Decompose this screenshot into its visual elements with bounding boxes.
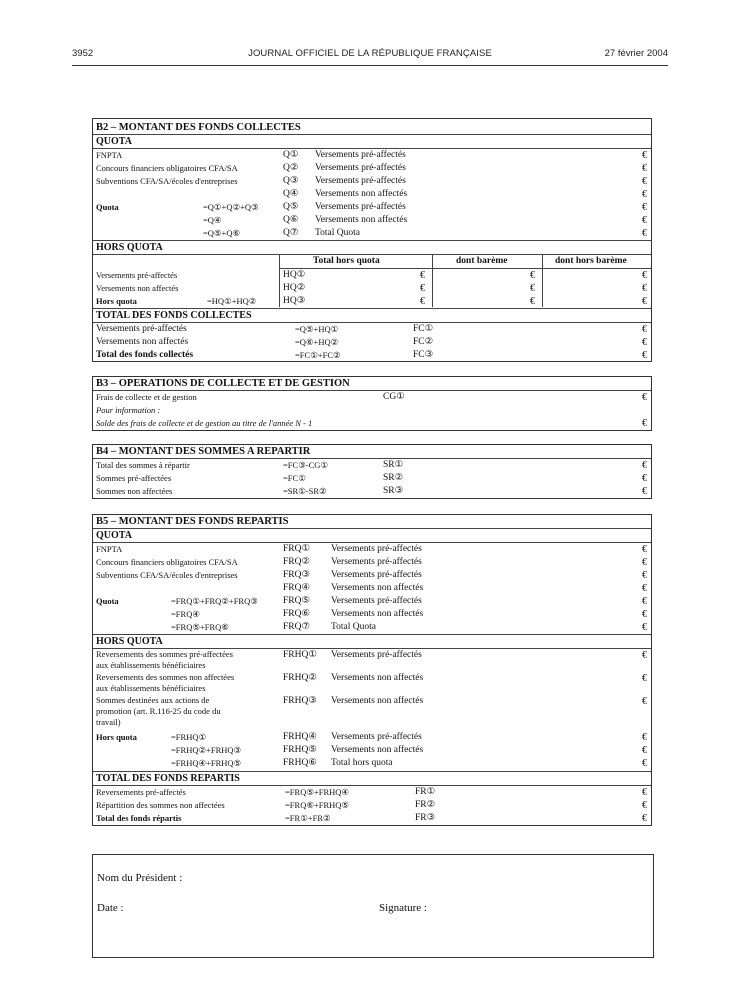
row-description: Versements non affectés — [315, 215, 408, 225]
euro-cell: € — [642, 732, 647, 743]
row-code: HQ② — [283, 283, 306, 293]
row-description: Versements non affectés — [331, 745, 424, 755]
row-code: FR③ — [415, 813, 436, 823]
table-row — [93, 608, 651, 621]
table-row — [93, 295, 651, 308]
table-row — [93, 269, 651, 282]
section-b3-title: B3 – OPERATIONS DE COLLECTE ET DE GESTION — [96, 378, 350, 389]
b2-quota-title: QUOTA — [96, 136, 132, 147]
euro-cell: € — [642, 296, 647, 307]
euro-cell: € — [642, 650, 647, 661]
row-formula: =FC③-CG① — [283, 460, 329, 470]
euro-cell: € — [642, 813, 647, 824]
row-label: Subventions CFA/SA/écoles d'entreprises — [96, 176, 238, 186]
row-label: promotion (art. R.116-25 du code du — [96, 706, 221, 716]
table-row — [93, 649, 651, 671]
row-description: Versements pré-affectés — [315, 176, 406, 186]
table-row — [93, 672, 651, 694]
row-description: Versements pré-affectés — [331, 570, 422, 580]
row-label: Répartition des sommes non affectées — [96, 800, 225, 810]
row-formula: =Q⑤+Q⑥ — [203, 228, 241, 238]
table-row — [93, 417, 651, 430]
row-code: HQ① — [283, 270, 306, 280]
row-code: SR③ — [383, 486, 404, 496]
row-formula: =FRQ⑤+FRQ⑥ — [171, 622, 229, 632]
euro-cell: € — [642, 350, 647, 361]
col-header-bareme: dont barème — [456, 256, 508, 266]
euro-cell: € — [530, 283, 535, 294]
row-description: Versements non affectés — [331, 609, 424, 619]
row-formula: =Q④ — [203, 215, 222, 225]
table-row — [93, 336, 651, 349]
table-row — [93, 472, 651, 485]
euro-cell: € — [642, 758, 647, 769]
euro-cell: € — [642, 544, 647, 555]
row-label: Pour information : — [96, 405, 161, 415]
table-row — [93, 175, 651, 188]
row-description: Versements non affectés — [331, 583, 424, 593]
row-code: FRQ① — [283, 544, 310, 554]
euro-cell: € — [642, 609, 647, 620]
row-code: FC③ — [413, 350, 434, 360]
row-description: Versements pré-affectés — [315, 163, 406, 173]
euro-cell: € — [642, 460, 647, 471]
row-description: Versements pré-affectés — [331, 650, 422, 660]
row-label: Subventions CFA/SA/écoles d'entreprises — [96, 570, 238, 580]
page-header — [72, 48, 668, 62]
table-row — [93, 485, 651, 498]
journal-title: JOURNAL OFFICIEL DE LA RÉPUBLIQUE FRANÇAISE — [248, 48, 492, 59]
row-code: FRHQ① — [283, 650, 317, 660]
row-label: Total des fonds collectés — [96, 350, 194, 360]
row-description: Total Quota — [315, 228, 360, 238]
table-row — [93, 349, 651, 362]
header-rule — [72, 65, 668, 66]
table-row — [93, 695, 651, 728]
row-code: FC② — [413, 337, 434, 347]
row-label: Concours financiers obligatoires CFA/SA — [96, 557, 238, 567]
table-row — [93, 731, 651, 744]
row-description: Total hors quota — [331, 758, 393, 768]
table-row — [93, 786, 651, 799]
table-row — [93, 744, 651, 757]
table-row — [93, 188, 651, 201]
table-row — [93, 569, 651, 582]
section-b5 — [92, 514, 652, 826]
table-row — [93, 323, 651, 336]
section-b2-title: B2 – MONTANT DES FONDS COLLECTES — [96, 122, 301, 133]
section-b4 — [92, 444, 652, 499]
row-code: SR① — [383, 460, 404, 470]
euro-cell: € — [420, 283, 425, 294]
hq-header-row — [93, 255, 651, 268]
row-code: Q① — [283, 150, 299, 160]
euro-cell: € — [642, 696, 647, 707]
row-code: FRQ③ — [283, 570, 310, 580]
table-row — [93, 149, 651, 162]
euro-cell: € — [642, 270, 647, 281]
b5-hors-quota-title: HORS QUOTA — [96, 636, 163, 647]
euro-cell: € — [642, 283, 647, 294]
row-code: CG① — [383, 392, 405, 402]
row-description: Versements non affectés — [315, 189, 408, 199]
row-formula: =FR①+FR② — [285, 813, 331, 823]
euro-cell: € — [642, 473, 647, 484]
row-formula: =Q①+Q②+Q③ — [203, 202, 259, 212]
row-code: FC① — [413, 324, 434, 334]
divider — [93, 634, 651, 635]
row-label: Reversements des sommes non affectées — [96, 672, 235, 682]
b5-total-title: TOTAL DES FONDS REPARTIS — [96, 773, 240, 784]
euro-cell: € — [420, 296, 425, 307]
row-code: FRQ② — [283, 557, 310, 567]
euro-cell: € — [642, 557, 647, 568]
section-b4-title: B4 – MONTANT DES SOMMES A REPARTIR — [96, 446, 311, 457]
b5-quota-title: QUOTA — [96, 530, 132, 541]
divider — [93, 528, 651, 529]
b2-total-title: TOTAL DES FONDS COLLECTES — [96, 310, 252, 321]
row-code: FRHQ④ — [283, 732, 317, 742]
row-code: FR① — [415, 787, 436, 797]
publication-date: 27 février 2004 — [604, 48, 668, 59]
row-description: Versements pré-affectés — [331, 557, 422, 567]
row-code: FRHQ③ — [283, 696, 317, 706]
row-label: Quota — [96, 596, 119, 606]
row-formula: =FRHQ① — [171, 732, 207, 742]
table-row — [93, 201, 651, 214]
row-label: Versements non affectés — [96, 283, 179, 293]
row-description: Versements pré-affectés — [331, 544, 422, 554]
row-code: FRQ⑦ — [283, 622, 310, 632]
row-formula: =FC① — [283, 473, 306, 483]
table-row — [93, 214, 651, 227]
euro-cell: € — [642, 486, 647, 497]
euro-cell: € — [642, 392, 647, 403]
row-code: Q③ — [283, 176, 299, 186]
divider — [93, 240, 651, 241]
row-label: Frais de collecte et de gestion — [96, 392, 197, 402]
section-b5-title: B5 – MONTANT DES FONDS REPARTIS — [96, 516, 289, 527]
euro-cell: € — [530, 296, 535, 307]
euro-cell: € — [642, 787, 647, 798]
euro-cell: € — [530, 270, 535, 281]
row-code: FRHQ⑤ — [283, 745, 317, 755]
row-code: Q⑦ — [283, 228, 299, 238]
row-label: Concours financiers obligatoires CFA/SA — [96, 163, 238, 173]
table-row — [93, 162, 651, 175]
row-code: FR② — [415, 800, 436, 810]
row-label: Versements non affectés — [96, 337, 189, 347]
row-formula: =FRQ①+FRQ②+FRQ③ — [171, 596, 258, 606]
date-label: Date : — [97, 902, 124, 914]
row-label: Sommes pré-affectées — [96, 473, 172, 483]
table-row — [93, 543, 651, 556]
row-label: aux établissements bénéficiaires — [96, 660, 206, 670]
table-row — [93, 459, 651, 472]
euro-cell: € — [642, 673, 647, 684]
euro-cell: € — [642, 324, 647, 335]
euro-cell: € — [642, 215, 647, 226]
row-label: Reversements des sommes pré-affectées — [96, 649, 233, 659]
euro-cell: € — [642, 228, 647, 239]
row-label: travail) — [96, 717, 121, 727]
euro-cell: € — [642, 418, 647, 429]
divider — [93, 134, 651, 135]
row-description: Versements pré-affectés — [331, 596, 422, 606]
row-formula: =FRHQ②+FRHQ③ — [171, 745, 242, 755]
table-row — [93, 757, 651, 770]
row-description: Versements non affectés — [331, 673, 424, 683]
row-code: FRHQ② — [283, 673, 317, 683]
euro-cell: € — [642, 189, 647, 200]
table-row — [93, 391, 651, 404]
row-label: Hors quota — [96, 296, 137, 306]
row-label: Sommes non affectées — [96, 486, 173, 496]
table-row — [93, 282, 651, 295]
row-code: Q④ — [283, 189, 299, 199]
table-row — [93, 582, 651, 595]
euro-cell: € — [642, 163, 647, 174]
row-code: HQ③ — [283, 296, 306, 306]
row-formula: =FRQ④ — [171, 609, 200, 619]
row-code: FRQ⑤ — [283, 596, 310, 606]
row-description: Versements pré-affectés — [315, 202, 406, 212]
row-formula: =FRQ⑥+FRHQ⑤ — [285, 800, 350, 810]
row-label: Total des sommes à répartir — [96, 460, 190, 470]
row-label: Reversements pré-affectés — [96, 787, 186, 797]
row-label: FNPTA — [96, 150, 123, 160]
euro-cell: € — [642, 337, 647, 348]
page-number: 3952 — [72, 48, 94, 59]
euro-cell: € — [642, 622, 647, 633]
col-header-total: Total hors quota — [313, 256, 380, 266]
row-description: Versements pré-affectés — [315, 150, 406, 160]
row-code: FRQ⑥ — [283, 609, 310, 619]
row-label: Versements pré-affectés — [96, 324, 187, 334]
row-formula: =HQ①+HQ② — [207, 296, 257, 306]
b2-hors-quota-title: HORS QUOTA — [96, 242, 163, 253]
row-description: Versements pré-affectés — [331, 732, 422, 742]
row-label: Quota — [96, 202, 119, 212]
section-b2 — [92, 118, 652, 362]
row-label: FNPTA — [96, 544, 123, 554]
table-row — [93, 799, 651, 812]
row-code: FRQ④ — [283, 583, 310, 593]
row-code: Q⑤ — [283, 202, 299, 212]
euro-cell: € — [642, 596, 647, 607]
row-label: Total des fonds répartis — [96, 813, 182, 823]
row-formula: =FRHQ④+FRHQ⑤ — [171, 758, 242, 768]
signature-box — [92, 854, 654, 958]
euro-cell: € — [642, 583, 647, 594]
table-row — [93, 227, 651, 240]
row-code: Q⑥ — [283, 215, 299, 225]
section-b3 — [92, 376, 652, 431]
row-code: FRHQ⑥ — [283, 758, 317, 768]
row-formula: =SR①-SR② — [283, 486, 327, 496]
row-formula: =FRQ⑤+FRHQ④ — [285, 787, 350, 797]
row-label: Versements pré-affectés — [96, 270, 178, 280]
col-header-hors-bareme: dont hors barème — [555, 256, 627, 266]
row-formula: =FC①+FC② — [295, 350, 341, 360]
row-label: Solde des frais de collecte et de gestion au titre de l'année N - 1 — [96, 418, 313, 428]
table-row — [93, 621, 651, 634]
table-row — [93, 404, 651, 417]
row-code: SR② — [383, 473, 404, 483]
euro-cell: € — [642, 176, 647, 187]
row-label: aux établissements bénéficiaires — [96, 683, 206, 693]
euro-cell: € — [642, 150, 647, 161]
table-row — [93, 812, 651, 825]
row-description: Total Quota — [331, 622, 376, 632]
row-formula: =Q⑤+HQ① — [295, 324, 339, 334]
euro-cell: € — [642, 570, 647, 581]
table-row — [93, 556, 651, 569]
row-formula: =Q⑥+HQ② — [295, 337, 339, 347]
table-row — [93, 595, 651, 608]
signature-label: Signature : — [379, 902, 427, 914]
row-label: Sommes destinées aux actions de — [96, 695, 210, 705]
euro-cell: € — [642, 745, 647, 756]
euro-cell: € — [642, 202, 647, 213]
row-description: Versements non affectés — [331, 696, 424, 706]
euro-cell: € — [420, 270, 425, 281]
row-code: Q② — [283, 163, 299, 173]
president-name-label: Nom du Président : — [97, 872, 183, 884]
euro-cell: € — [642, 800, 647, 811]
row-label: Hors quota — [96, 732, 137, 742]
